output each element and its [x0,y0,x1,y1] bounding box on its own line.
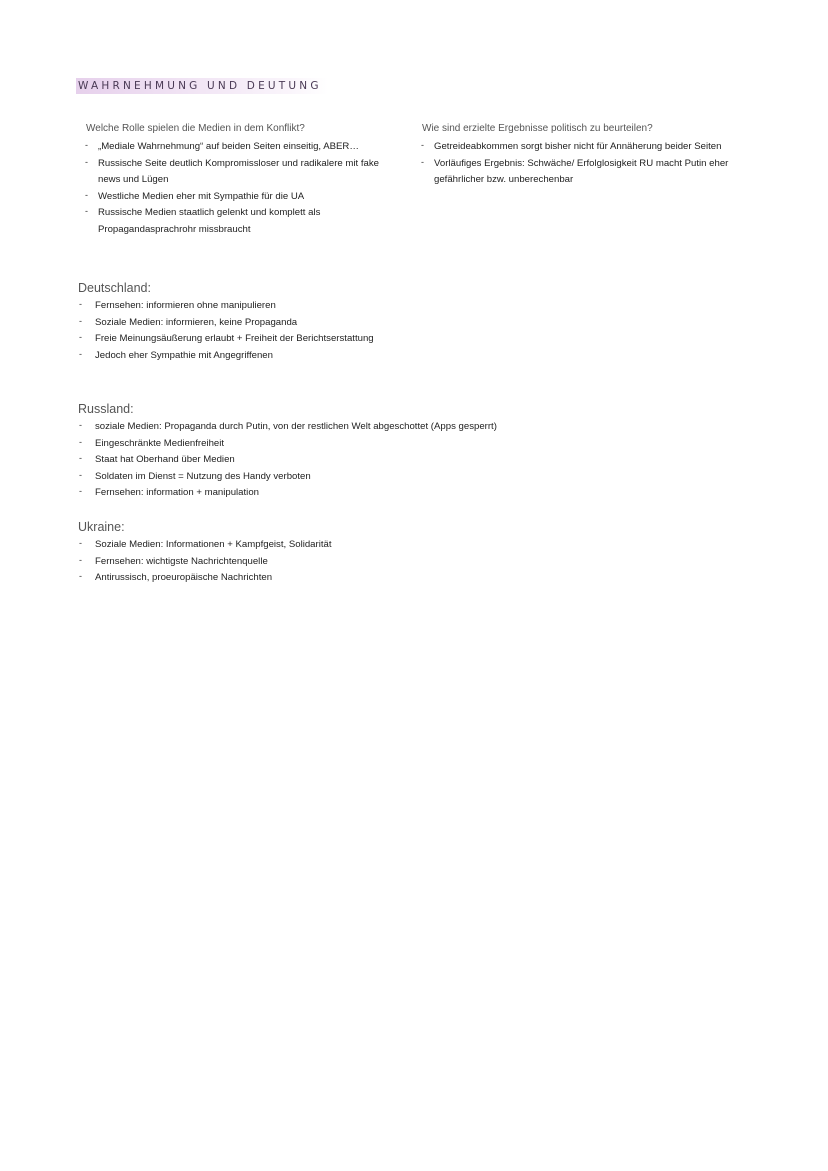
list-item: - Soldaten im Dienst = Nutzung des Handy verboten [78,469,598,486]
media-role-list [84,139,404,238]
list-item: - „Mediale Wahrnehmung“ auf beiden Seiten einseitig, ABER… [84,139,404,156]
list-item: - Freie Meinungsäußerung erlaubt + Freiheit der Berichtserstattung [78,331,598,348]
list-item: - Russische Medien staatlich gelenkt und komplett als Propagandasprachrohr missbraucht [84,205,404,238]
media-role-question: Welche Rolle spielen die Medien in dem Konflikt? [86,123,305,134]
list-item: - Staat hat Oberhand über Medien [78,452,598,469]
list-item: - Fernsehen: information + manipulation [78,485,598,502]
section-heading: Ukraine: [78,520,125,534]
results-question: Wie sind erzielte Ergebnisse politisch zu beurteilen? [422,123,653,134]
list-item: - Vorläufiges Ergebnis: Schwäche/ Erfolglosigkeit RU macht Putin eher gefährlicher bzw. unberechenbar [420,156,750,189]
list-item: - Soziale Medien: informieren, keine Propaganda [78,315,598,332]
section-deutschland [78,280,598,364]
section-heading: Russland: [78,402,134,416]
section-russland [78,401,598,502]
list-item: - Soziale Medien: Informationen + Kampfgeist, Solidarität [78,537,598,554]
results-list [420,139,750,189]
list-item: - Eingeschränkte Medienfreiheit [78,436,598,453]
results-column [420,122,750,189]
list-item: - soziale Medien: Propaganda durch Putin, von der restlichen Welt abgeschottet (Apps gesperrt) [78,419,598,436]
section-list [78,537,598,587]
list-item: - Getreideabkommen sorgt bisher nicht für Annäherung beider Seiten [420,139,750,156]
section-ukraine [78,519,598,587]
list-item: - Antirussisch, proeuropäische Nachrichten [78,570,598,587]
list-item: - Jedoch eher Sympathie mit Angegriffenen [78,348,598,365]
list-item: - Fernsehen: informieren ohne manipulieren [78,298,598,315]
list-item: - Russische Seite deutlich Kompromissloser und radikalere mit fake news und Lügen [84,156,404,189]
list-item: - Fernsehen: wichtigste Nachrichtenquelle [78,554,598,571]
section-list [78,298,598,364]
list-item: - Westliche Medien eher mit Sympathie für die UA [84,189,404,206]
section-heading: Deutschland: [78,281,151,295]
section-list [78,419,598,502]
title-highlight [76,78,328,94]
page-title: WAHRNEHMUNG UND DEUTUNG [78,80,322,92]
media-role-column [84,122,404,238]
